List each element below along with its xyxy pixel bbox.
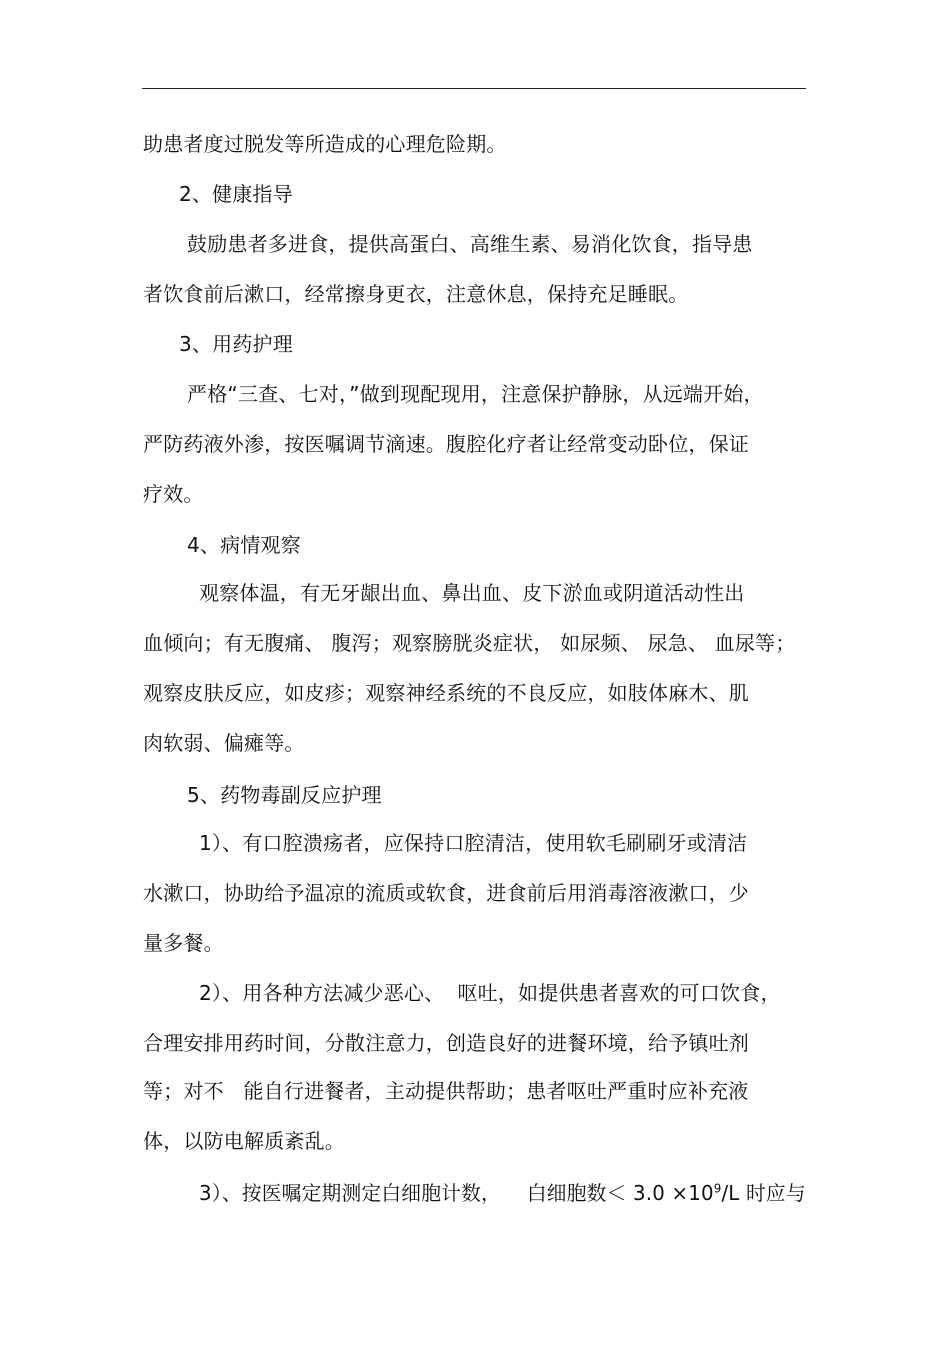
paragraph-line-wbc <box>199 1180 806 1206</box>
header-rule <box>142 88 806 89</box>
paragraph-line: 者饮食前后漱口，经常擦身更衣，注意休息，保持充足睡眠。 <box>143 282 689 306</box>
section-heading-drug-side-effects: 5、药物毒副反应护理 <box>187 783 382 807</box>
wbc-text-before: 3）、按医嘱定期测定白细胞计数， 白细胞数＜ 3.0 ×10 <box>199 1181 714 1205</box>
paragraph-line: 量多餐。 <box>143 931 224 955</box>
wbc-text-after: /L 时应与 <box>721 1181 806 1205</box>
paragraph-line: 助患者度过脱发等所造成的心理危险期。 <box>143 132 507 156</box>
paragraph-line: 严格“三查、七对，”做到现配现用，注意保护静脉，从远端开始， <box>187 382 764 406</box>
paragraph-line: 血倾向；有无腹痛、 腹泻；观察膀胱炎症状， 如尿频、 尿急、 血尿等； <box>143 631 796 655</box>
section-heading-medication-care: 3、用药护理 <box>179 332 293 356</box>
paragraph-line: 鼓励患者多进食，提供高蛋白、高维生素、易消化饮食，指导患 <box>187 232 753 256</box>
paragraph-line: 1）、有口腔溃疡者，应保持口腔清洁，使用软毛刷刷牙或清洁 <box>199 831 748 855</box>
paragraph-line: 体，以防电解质紊乱。 <box>143 1129 345 1153</box>
section-heading-health-guidance: 2、健康指导 <box>179 182 293 206</box>
wbc-exponent: 9 <box>713 1181 722 1196</box>
paragraph-line: 水漱口，协助给予温凉的流质或软食，进食前后用消毒溶液漱口，少 <box>143 881 749 905</box>
paragraph-line: 等；对不 能自行进餐者，主动提供帮助；患者呕吐严重时应补充液 <box>143 1079 749 1103</box>
paragraph-line: 严防药液外渗，按医嘱调节滴速。腹腔化疗者让经常变动卧位，保证 <box>143 432 749 456</box>
paragraph-line: 观察体温，有无牙龈出血、鼻出血、皮下淤血或阴道活动性出 <box>199 581 745 605</box>
paragraph-line: 观察皮肤反应，如皮疹；观察神经系统的不良反应，如肢体麻木、肌 <box>143 681 749 705</box>
paragraph-line: 合理安排用药时间，分散注意力，创造良好的进餐环境，给予镇吐剂 <box>143 1031 749 1055</box>
section-heading-condition-observation: 4、病情观察 <box>187 533 301 557</box>
paragraph-line: 肉软弱、偏瘫等。 <box>143 731 305 755</box>
paragraph-line: 2）、用各种方法减少恶心、 呕吐，如提供患者喜欢的可口饮食， <box>199 981 781 1005</box>
paragraph-line: 疗效。 <box>143 482 204 506</box>
